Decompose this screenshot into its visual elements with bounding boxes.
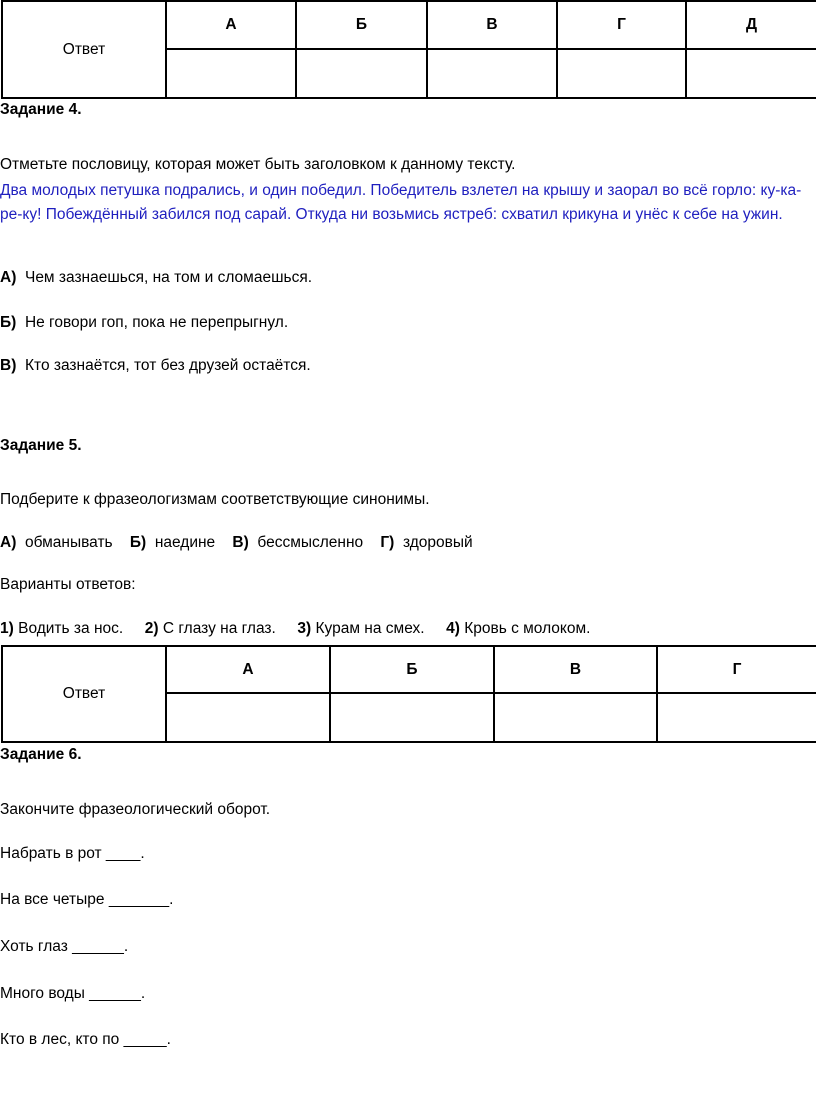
variant-num: 3) (297, 620, 312, 637)
variant-text: С глазу на глаз. (162, 620, 276, 637)
variant-text: Курам на смех. (315, 620, 425, 637)
task5-title: Задание 5. (0, 437, 82, 454)
synonym-letter: А) (0, 534, 17, 551)
task5-synonyms (0, 533, 473, 553)
task5-variants (0, 619, 590, 639)
answer-cell-g[interactable] (557, 49, 686, 98)
synonym-letter: Б) (129, 534, 147, 551)
task6-item: Кто в лес, кто по _____. (0, 1031, 171, 1048)
answer-row-label: Ответ (2, 646, 166, 742)
task6-instruction: Закончите фразеологический оборот. (0, 801, 271, 818)
option-letter: Б) (0, 314, 17, 331)
variant-num: 4) (446, 620, 460, 637)
option-text: Не говори гоп, пока не перепрыгнул. (24, 314, 289, 331)
header-g: Г (657, 646, 816, 693)
task6-item: Набрать в рот ____. (0, 845, 145, 862)
synonym-text: наедине (154, 534, 216, 551)
task4-passage: Два молодых петушка подрались, и один победил. Победитель взлетел на крышу и заорал во всё горло: ку-ка-ре-ку! Побеждённый забился под сарай. Откуда ни возьмись ястреб: схватил крикуна и унёс к себе на ужин. (0, 182, 802, 223)
answer-cell-b[interactable] (330, 693, 494, 742)
answer-cell-v[interactable] (494, 693, 657, 742)
answer-table-task3 (1, 0, 816, 99)
task4-option-v[interactable] (0, 356, 311, 376)
header-g: Г (557, 1, 686, 49)
variant-text: Кровь с молоком. (464, 620, 591, 637)
task4-instruction: Отметьте пословицу, которая может быть заголовком к данному тексту. (0, 156, 516, 173)
task6-item: Много воды ______. (0, 985, 146, 1002)
header-b: Б (296, 1, 427, 49)
answer-row-label: Ответ (2, 1, 166, 98)
header-a: А (166, 646, 330, 693)
variant-text: Водить за нос. (18, 620, 124, 637)
task4-title: Задание 4. (0, 101, 82, 118)
answer-cell-b[interactable] (296, 49, 427, 98)
task5-variants-label: Варианты ответов: (0, 576, 136, 593)
answer-cell-a[interactable] (166, 693, 330, 742)
option-letter: А) (0, 269, 17, 286)
synonym-letter: В) (232, 534, 249, 551)
variant-num: 1) (0, 620, 14, 637)
header-b: Б (330, 646, 494, 693)
answer-cell-d[interactable] (686, 49, 816, 98)
variant-num: 2) (144, 620, 159, 637)
header-v: В (427, 1, 557, 49)
header-v: В (494, 646, 657, 693)
header-a: А (166, 1, 296, 49)
synonym-letter: Г) (380, 534, 395, 551)
synonym-text: бессмысленно (257, 534, 364, 551)
answer-cell-a[interactable] (166, 49, 296, 98)
header-d: Д (686, 1, 816, 49)
task4-option-a[interactable] (0, 268, 312, 288)
answer-cell-v[interactable] (427, 49, 557, 98)
task6-item: Хоть глаз ______. (0, 938, 129, 955)
task6-item: На все четыре _______. (0, 891, 174, 908)
synonym-text: здоровый (402, 534, 473, 551)
option-text: Кто зазнаётся, тот без друзей остаётся. (24, 357, 311, 374)
answer-table-task5 (1, 645, 816, 743)
option-letter: В) (0, 357, 17, 374)
task4-option-b[interactable] (0, 313, 288, 333)
task5-instruction: Подберите к фразеологизмам соответствующие синонимы. (0, 491, 430, 508)
synonym-text: обманывать (24, 534, 113, 551)
answer-cell-g[interactable] (657, 693, 816, 742)
task6-title: Задание 6. (0, 746, 82, 763)
option-text: Чем зазнаешься, на том и сломаешься. (24, 269, 313, 286)
